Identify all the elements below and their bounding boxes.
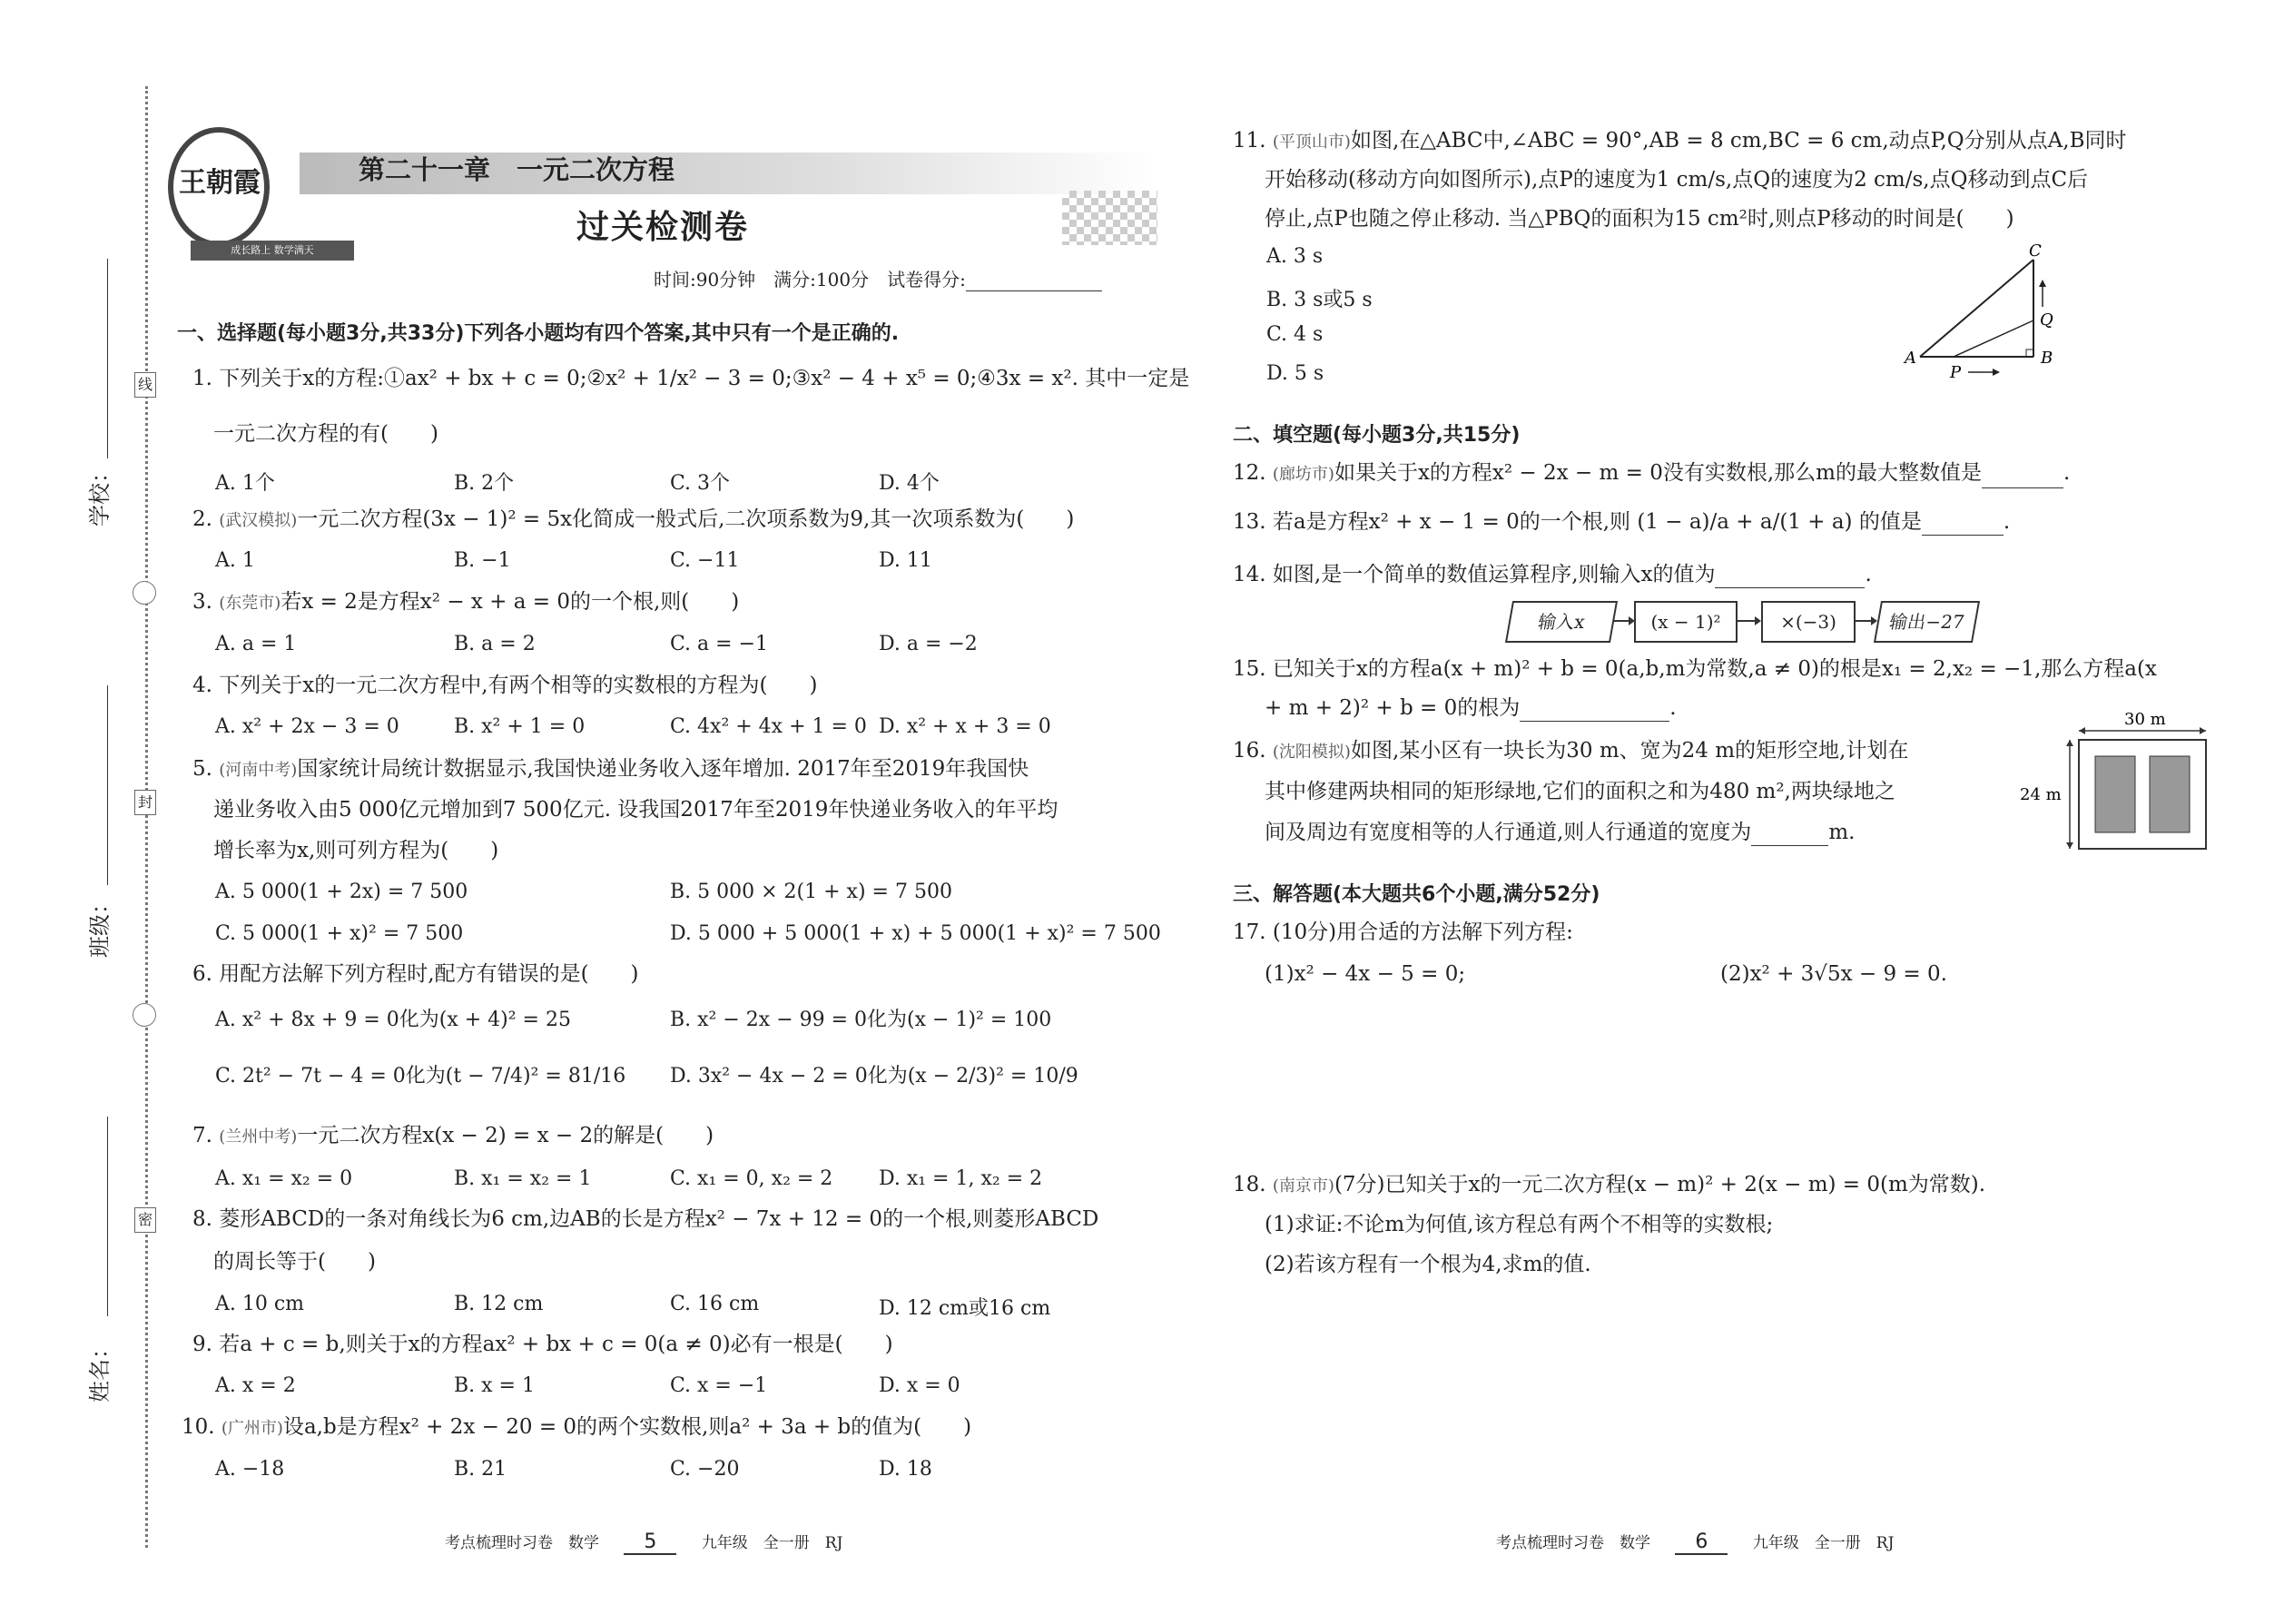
label-b: B bbox=[2041, 349, 2053, 368]
q3-text: 若x = 2是方程x² − x + a = 0的一个根,则( ) bbox=[281, 590, 740, 614]
left-footer-grade: 九年级 全一册 RJ bbox=[701, 1534, 843, 1552]
label-a: A bbox=[1905, 349, 1916, 368]
q13-line: 13. 若a是方程x² + x − 1 = 0的一个根,则 (1 − a)/a + a/(1 + a) 的值是 . bbox=[1233, 510, 2011, 534]
q13-answer-field[interactable] bbox=[1922, 535, 2004, 536]
q7-option-a[interactable]: A. x₁ = x₂ = 0 bbox=[215, 1167, 353, 1190]
school-label: 学校： bbox=[87, 461, 113, 527]
q9-text: 9. 若a + c = b,则关于x的方程ax² + bx + c = 0(a ≠ 0)必有一根是( ) bbox=[192, 1333, 893, 1356]
q10-source: (广州市) bbox=[221, 1419, 283, 1438]
q2-source: (武汉模拟) bbox=[219, 511, 298, 530]
q18-part1: (1)求证:不论m为何值,该方程总有两个不相等的实数根; bbox=[1265, 1213, 1774, 1236]
binding-box-1: 线 bbox=[134, 372, 156, 398]
q7-text: 一元二次方程x(x − 2) = x − 2的解是( ) bbox=[297, 1124, 714, 1147]
exam-meta bbox=[654, 265, 1102, 291]
right-footer-text: 考点梳理时习卷 数学 bbox=[1496, 1534, 1650, 1552]
q5-line2: 递业务收入由5 000亿元增加到7 500亿元. 设我国2017年至2019年快递业务收入的年平均 bbox=[213, 798, 1058, 822]
dim-30-arrow-right-icon bbox=[2200, 727, 2206, 734]
score-field[interactable] bbox=[966, 290, 1102, 291]
q15-line1: 15. 已知关于x的方程a(x + m)² + b = 0(a,b,m为常数,a ≠ 0)的根是x₁ = 2,x₂ = −1,那么方程a(x bbox=[1233, 657, 2157, 681]
q14-text: 14. 如图,是一个简单的数值运算程序,则输入x的值为 bbox=[1233, 563, 1716, 586]
flow-arrow-1-head-icon bbox=[1629, 616, 1635, 625]
q10-option-b[interactable]: B. 21 bbox=[454, 1458, 507, 1481]
binding-line bbox=[145, 86, 148, 1548]
school-field[interactable] bbox=[107, 259, 108, 458]
q3-option-a[interactable]: A. a = 1 bbox=[215, 633, 297, 655]
q17-answer-area[interactable] bbox=[1265, 999, 2218, 1162]
binding-hole-2 bbox=[133, 1003, 156, 1027]
right-footer-grade: 九年级 全一册 RJ bbox=[1752, 1534, 1895, 1552]
logo-banner: 成长路上 数学满天 bbox=[191, 241, 354, 261]
q2-option-a[interactable]: A. 1 bbox=[215, 549, 255, 572]
q8-option-d[interactable]: D. 12 cm或16 cm bbox=[879, 1297, 1051, 1320]
q4-option-c[interactable]: C. 4x² + 4x + 1 = 0 bbox=[670, 715, 867, 738]
q10-text: 设a,b是方程x² + 2x − 20 = 0的两个实数根,则a² + 3a + b的值为( ) bbox=[282, 1415, 972, 1439]
left-footer bbox=[445, 1530, 842, 1555]
flow-input: 输入x bbox=[1505, 601, 1618, 643]
q6-option-b[interactable]: B. x² − 2x − 99 = 0化为(x − 1)² = 100 bbox=[670, 1009, 1052, 1031]
q15-text: + m + 2)² + b = 0的根为 bbox=[1265, 696, 1521, 720]
q16-line2: 其中修建两块相同的矩形绿地,它们的面积之和为480 m²,两块绿地之 bbox=[1265, 780, 1895, 803]
q18-source: (南京市) bbox=[1272, 1176, 1334, 1196]
segment-pq bbox=[1954, 320, 2033, 357]
section-1-heading: 一、选择题(每小题3分,共33分)下列各小题均有四个答案,其中只有一个是正确的. bbox=[177, 322, 900, 345]
q11-option-c[interactable]: C. 4 s bbox=[1266, 323, 1324, 346]
q9-option-a[interactable]: A. x = 2 bbox=[215, 1374, 296, 1397]
binding-hole-1 bbox=[133, 581, 156, 605]
flow-arrow-2-head-icon bbox=[1755, 616, 1761, 625]
rectangle-figure bbox=[2020, 713, 2220, 858]
q17-text: 17. (10分)用合适的方法解下列方程: bbox=[1233, 920, 1573, 944]
q1-option-c[interactable]: C. 3个 bbox=[670, 472, 731, 495]
brand-logo bbox=[168, 127, 270, 247]
dim-24-arrow-down-icon bbox=[2066, 842, 2073, 849]
flow-output: 输出−27 bbox=[1874, 601, 1980, 643]
q2-option-b[interactable]: B. −1 bbox=[454, 549, 511, 572]
q8-option-b[interactable]: B. 12 cm bbox=[454, 1293, 544, 1315]
binding-box-2: 封 bbox=[134, 790, 156, 815]
q5-line3: 增长率为x,则可列方程为( ) bbox=[213, 839, 499, 862]
q18-text: (7分)已知关于x的一元二次方程(x − m)² + 2(x − m) = 0(m为常数). bbox=[1334, 1173, 1986, 1196]
q4-text: 4. 下列关于x的一元二次方程中,有两个相等的实数根的方程为( ) bbox=[192, 674, 818, 697]
label-c: C bbox=[2029, 243, 2042, 261]
q5-option-d[interactable]: D. 5 000 + 5 000(1 + x) + 5 000(1 + x)² = 7 500 bbox=[670, 922, 1161, 945]
q8-line1: 8. 菱形ABCD的一条对角线长为6 cm,边AB的长是方程x² − 7x + 12 = 0的一个根,则菱形ABCD bbox=[192, 1207, 1099, 1231]
q11-line3: 停止,点P也随之停止移动. 当△PBQ的面积为15 cm²时,则点P移动的时间是( ) bbox=[1265, 207, 2014, 231]
q14-line: 14. 如图,是一个简单的数值运算程序,则输入x的值为 . bbox=[1233, 563, 1872, 586]
arrow-q-head-icon bbox=[2039, 280, 2046, 287]
q12-line: 12. (廊坊市)如果关于x的方程x² − 2x − m = 0没有实数根,那么m的最大整数值是 . bbox=[1233, 459, 2070, 488]
dim-24-arrow-up-icon bbox=[2066, 740, 2073, 746]
q1-line1: 1. 下列关于x的方程:①ax² + bx + c = 0;②x² + 1/x² − 3 = 0;③x² − 4 + x⁵ = 0;④3x = x². 其中一定是 bbox=[192, 367, 1190, 390]
flow-arrow-3-head-icon bbox=[1871, 616, 1877, 625]
q16-source: (沈阳模拟) bbox=[1272, 743, 1351, 762]
q3-line: 3. (东莞市)若x = 2是方程x² − x + a = 0的一个根,则( ) bbox=[192, 590, 740, 614]
section-3-heading: 三、解答题(本大题共6个小题,满分52分) bbox=[1233, 883, 1600, 906]
q1-option-a[interactable]: A. 1个 bbox=[215, 472, 275, 495]
exam-meta-text: 时间:90分钟 满分:100分 试卷得分: bbox=[654, 269, 966, 290]
q3-option-c[interactable]: C. a = −1 bbox=[670, 633, 769, 655]
right-page-number: 6 bbox=[1675, 1530, 1728, 1555]
arrow-p-head-icon bbox=[1993, 369, 2000, 376]
green-plot-2 bbox=[2150, 756, 2190, 832]
flow-arrows bbox=[1607, 610, 1979, 632]
q5-option-a[interactable]: A. 5 000(1 + 2x) = 7 500 bbox=[215, 881, 468, 903]
q9-option-d[interactable]: D. x = 0 bbox=[879, 1374, 960, 1397]
q5-option-b[interactable]: B. 5 000 × 2(1 + x) = 7 500 bbox=[670, 881, 952, 903]
q16-line1: 16. (沈阳模拟)如图,某小区有一块长为30 m、宽为24 m的矩形空地,计划在 bbox=[1233, 739, 1909, 763]
q8-option-a[interactable]: A. 10 cm bbox=[215, 1293, 305, 1315]
q5-text: 国家统计局统计数据显示,我国快递业务收入逐年增加. 2017年至2019年我国快 bbox=[297, 757, 1029, 781]
q9-option-b[interactable]: B. x = 1 bbox=[454, 1374, 535, 1397]
q10-option-a[interactable]: A. −18 bbox=[215, 1458, 285, 1481]
logo-text: 王朝霞 bbox=[179, 167, 261, 199]
label-p: P bbox=[1950, 363, 1962, 382]
dim-30-arrow-left-icon bbox=[2079, 727, 2085, 734]
q2-line: 2. (武汉模拟)一元二次方程(3x − 1)² = 5x化简成一般式后,二次项系数为9,其一次项系数为( ) bbox=[192, 507, 1075, 531]
q16-text-3: 间及周边有宽度相等的人行通道,则人行通道的宽度为 bbox=[1265, 821, 1752, 844]
q6-text: 6. 用配方法解下列方程时,配方有错误的是( ) bbox=[192, 962, 639, 986]
q18-line: 18. (南京市)(7分)已知关于x的一元二次方程(x − m)² + 2(x − m) = 0(m为常数). bbox=[1233, 1173, 1986, 1196]
q5-option-c[interactable]: C. 5 000(1 + x)² = 7 500 bbox=[215, 922, 464, 945]
q3-option-b[interactable]: B. a = 2 bbox=[454, 633, 536, 655]
q11-line1: 11. (平顶山市)如图,在△ABC中,∠ABC = 90°,AB = 8 cm,BC = 6 cm,动点P,Q分别从点A,B同时 bbox=[1233, 129, 2127, 153]
q15-answer-field[interactable] bbox=[1520, 721, 1669, 722]
q16-line3 bbox=[1265, 819, 1855, 846]
left-footer-text: 考点梳理时习卷 数学 bbox=[445, 1534, 599, 1552]
q11-line2: 开始移动(移动方向如图所示),点P的速度为1 cm/s,点Q的速度为2 cm/s,点Q移动到点C后 bbox=[1265, 168, 2089, 192]
q18-part2: (2)若该方程有一个根为4,求m的值. bbox=[1265, 1253, 1591, 1276]
q11-option-b[interactable]: B. 3 s或5 s bbox=[1266, 289, 1373, 311]
left-page-number: 5 bbox=[624, 1530, 676, 1555]
page-title: 过关检测卷 bbox=[576, 209, 750, 246]
q8-option-c[interactable]: C. 16 cm bbox=[670, 1293, 760, 1315]
green-plot-1 bbox=[2095, 756, 2135, 832]
q12-text: 如果关于x的方程x² − 2x − m = 0没有实数根,那么m的最大整数值是 bbox=[1334, 461, 1982, 485]
q1-option-b[interactable]: B. 2个 bbox=[454, 472, 515, 495]
q3-source: (东莞市) bbox=[219, 594, 281, 613]
q6-option-a[interactable]: A. x² + 8x + 9 = 0化为(x + 4)² = 25 bbox=[215, 1009, 571, 1031]
q16-unit: m. bbox=[1828, 821, 1856, 844]
q7-source: (兰州中考) bbox=[219, 1127, 298, 1147]
name-field[interactable] bbox=[107, 1117, 108, 1316]
q7-line: 7. (兰州中考)一元二次方程x(x − 2) = x − 2的解是( ) bbox=[192, 1124, 714, 1147]
flow-step-multiply: ×(−3) bbox=[1761, 601, 1856, 643]
q7-option-c[interactable]: C. x₁ = 0, x₂ = 2 bbox=[670, 1167, 833, 1190]
q10-option-d[interactable]: D. 18 bbox=[879, 1458, 932, 1481]
right-angle-mark bbox=[2026, 349, 2033, 357]
q10-option-c[interactable]: C. −20 bbox=[670, 1458, 740, 1481]
q16-answer-field[interactable] bbox=[1751, 845, 1828, 846]
q11-option-d[interactable]: D. 5 s bbox=[1266, 362, 1324, 385]
title-pattern bbox=[1062, 191, 1157, 245]
class-field[interactable] bbox=[107, 685, 108, 885]
dim-30-label: 30 m bbox=[2124, 713, 2166, 729]
name-label: 姓名： bbox=[87, 1337, 113, 1403]
q4-option-d[interactable]: D. x² + x + 3 = 0 bbox=[879, 715, 1051, 738]
q17-part1: (1)x² − 4x − 5 = 0; bbox=[1265, 962, 1466, 986]
q11-source: (平顶山市) bbox=[1272, 133, 1351, 152]
q12-source: (廊坊市) bbox=[1272, 465, 1334, 484]
q17-part2: (2)x² + 3√5x − 9 = 0. bbox=[1720, 962, 1947, 986]
q14-answer-field[interactable] bbox=[1715, 587, 1865, 588]
q15-line2: + m + 2)² + b = 0的根为 . bbox=[1265, 696, 1677, 720]
q3-option-d[interactable]: D. a = −2 bbox=[879, 633, 978, 655]
label-q: Q bbox=[2040, 310, 2053, 330]
triangle-figure bbox=[1897, 243, 2079, 384]
q2-option-d[interactable]: D. 11 bbox=[879, 549, 932, 572]
q4-option-b[interactable]: B. x² + 1 = 0 bbox=[454, 715, 586, 738]
q11-text: 如图,在△ABC中,∠ABC = 90°,AB = 8 cm,BC = 6 cm,动点P,Q分别从点A,B同时 bbox=[1350, 129, 2127, 153]
side-ac bbox=[1920, 260, 2033, 357]
dim-24-label: 24 m bbox=[2020, 785, 2062, 804]
q6-option-d[interactable]: D. 3x² − 4x − 2 = 0化为(x − 2/3)² = 10/9 bbox=[670, 1065, 1078, 1088]
section-2-heading: 二、填空题(每小题3分,共15分) bbox=[1233, 424, 1521, 447]
right-footer bbox=[1496, 1530, 1894, 1555]
q16-text: 如图,某小区有一块长为30 m、宽为24 m的矩形空地,计划在 bbox=[1350, 739, 1909, 763]
q11-option-a[interactable]: A. 3 s bbox=[1266, 245, 1324, 268]
q2-option-c[interactable]: C. −11 bbox=[670, 549, 740, 572]
q8-line2: 的周长等于( ) bbox=[213, 1250, 376, 1274]
q5-line1: 5. (河南中考)国家统计局统计数据显示,我国快递业务收入逐年增加. 2017年至2019年我国快 bbox=[192, 757, 1029, 781]
q10-line: 10. (广州市)设a,b是方程x² + 2x − 20 = 0的两个实数根,则a² + 3a + b的值为( ) bbox=[182, 1415, 972, 1439]
flow-step-square: (x − 1)² bbox=[1634, 601, 1738, 643]
q4-option-a[interactable]: A. x² + 2x − 3 = 0 bbox=[215, 715, 399, 738]
q1-option-d[interactable]: D. 4个 bbox=[879, 472, 940, 495]
binding-box-3: 密 bbox=[134, 1207, 156, 1233]
q7-option-b[interactable]: B. x₁ = x₂ = 1 bbox=[454, 1167, 592, 1190]
class-label: 班级： bbox=[87, 892, 113, 958]
q5-source: (河南中考) bbox=[219, 761, 298, 780]
chapter-title: 第二十一章 一元二次方程 bbox=[359, 154, 675, 185]
q9-option-c[interactable]: C. x = −1 bbox=[670, 1374, 768, 1397]
q13-text: 13. 若a是方程x² + x − 1 = 0的一个根,则 (1 − a)/a + a/(1 + a) 的值是 bbox=[1233, 510, 1922, 534]
q6-option-c[interactable]: C. 2t² − 7t − 4 = 0化为(t − 7/4)² = 81/16 bbox=[215, 1065, 626, 1088]
q12-answer-field[interactable] bbox=[1982, 487, 2063, 488]
q18-answer-area[interactable] bbox=[1265, 1289, 2218, 1507]
q1-line2: 一元二次方程的有( ) bbox=[213, 422, 438, 446]
q2-text: 一元二次方程(3x − 1)² = 5x化简成一般式后,二次项系数为9,其一次项系数为( ) bbox=[297, 507, 1075, 531]
q7-option-d[interactable]: D. x₁ = 1, x₂ = 2 bbox=[879, 1167, 1043, 1190]
